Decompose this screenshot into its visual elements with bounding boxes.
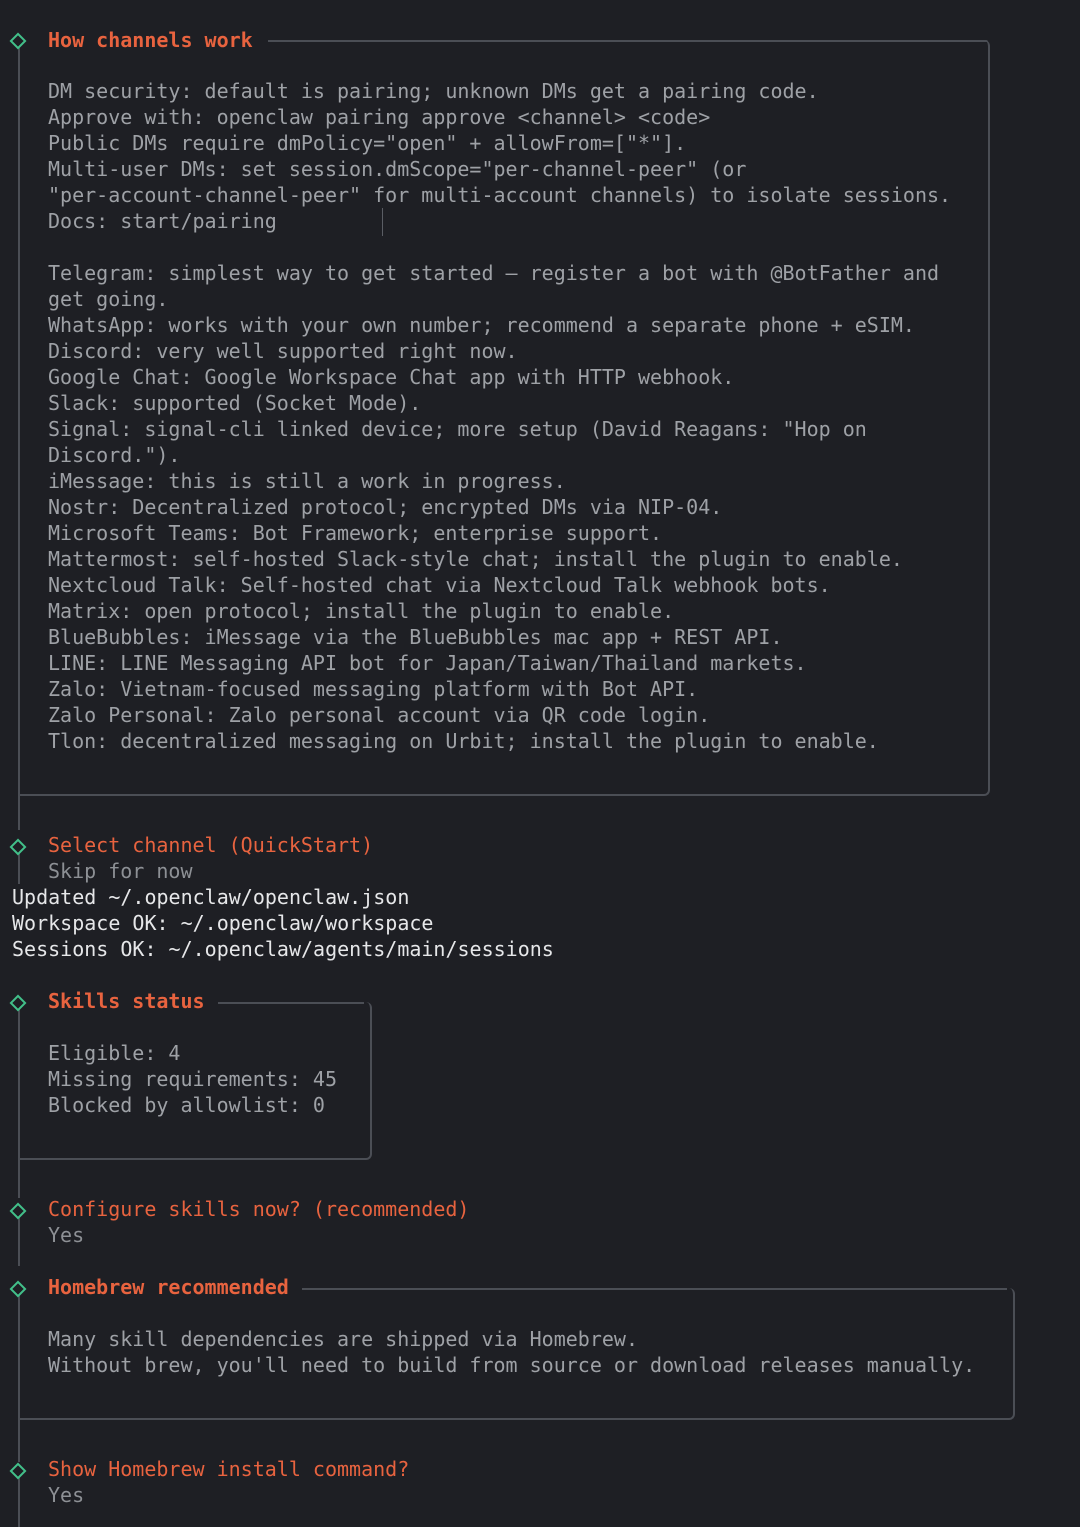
- info-line: Zalo Personal: Zalo personal account via QR code login.: [48, 703, 711, 727]
- show-homebrew-answer: Yes: [48, 1483, 85, 1507]
- step-rail: [18, 1476, 20, 1527]
- info-line: Telegram: simplest way to get started — register a bot with @BotFather and: [48, 261, 940, 285]
- info-line: Missing requirements: 45: [48, 1067, 337, 1091]
- info-line: Approve with: openclaw pairing approve <channel> <code>: [48, 105, 711, 129]
- info-line: LINE: LINE Messaging API bot for Japan/Taiwan/Thailand markets.: [48, 651, 807, 675]
- log-line: Updated ~/.openclaw/openclaw.json: [12, 885, 410, 909]
- info-line: Many skill dependencies are shipped via Homebrew.: [48, 1327, 639, 1351]
- section-title-show-homebrew: Show Homebrew install command?: [48, 1457, 410, 1481]
- box-border-bottom: [18, 1418, 1007, 1420]
- section-title-skills-status: Skills status: [48, 989, 205, 1013]
- log-line: Sessions OK: ~/.openclaw/agents/main/sessions: [12, 937, 554, 961]
- section-title-channels: How channels work: [48, 28, 253, 52]
- info-line: Slack: supported (Socket Mode).: [48, 391, 422, 415]
- section-title-configure-skills: Configure skills now? (recommended): [48, 1197, 470, 1221]
- log-line: Workspace OK: ~/.openclaw/workspace: [12, 911, 434, 935]
- info-line: Google Chat: Google Workspace Chat app with HTTP webhook.: [48, 365, 735, 389]
- info-line: Discord.").: [48, 443, 181, 467]
- info-line: WhatsApp: works with your own number; recommend a separate phone + eSIM.: [48, 313, 915, 337]
- info-line: DM security: default is pairing; unknown DMs get a pairing code.: [48, 79, 819, 103]
- step-diamond-icon: [10, 1463, 27, 1480]
- section-title-homebrew: Homebrew recommended: [48, 1275, 289, 1299]
- info-line: get going.: [48, 287, 169, 311]
- configure-skills-answer: Yes: [48, 1223, 85, 1247]
- info-line: Tlon: decentralized messaging on Urbit; install the plugin to enable.: [48, 729, 879, 753]
- box-border-bottom: [18, 794, 982, 796]
- info-line: Matrix: open protocol; install the plugin to enable.: [48, 599, 675, 623]
- info-line: Without brew, you'll need to build from source or download releases manually.: [48, 1353, 976, 1377]
- info-line: Nextcloud Talk: Self-hosted chat via Nextcloud Talk webhook bots.: [48, 573, 831, 597]
- info-line: BlueBubbles: iMessage via the BlueBubbles mac app + REST API.: [48, 625, 783, 649]
- box-corner-top: [980, 40, 988, 42]
- step-rail: [18, 1216, 20, 1266]
- box-border-bottom: [18, 1158, 364, 1160]
- step-diamond-icon: [10, 839, 27, 856]
- info-line: Eligible: 4: [48, 1041, 181, 1065]
- info-line: "per-account-channel-peer" for multi-account channels) to isolate sessions.: [48, 183, 952, 207]
- info-line: Public DMs require dmPolicy="open" + allowFrom=["*"].: [48, 131, 687, 155]
- info-line: Docs: start/pairing: [48, 209, 277, 233]
- step-diamond-icon: [10, 1203, 27, 1220]
- info-line: Mattermost: self-hosted Slack-style chat; install the plugin to enable.: [48, 547, 903, 571]
- info-line: iMessage: this is still a work in progress.: [48, 469, 566, 493]
- info-line: Microsoft Teams: Bot Framework; enterprise support.: [48, 521, 663, 545]
- info-line: Blocked by allowlist: 0: [48, 1093, 325, 1117]
- cursor-marker: [382, 208, 383, 236]
- section-title-select-channel: Select channel (QuickStart): [48, 833, 374, 857]
- step-rail: [18, 852, 20, 884]
- info-line: Multi-user DMs: set session.dmScope="per-channel-peer" (or: [48, 157, 747, 181]
- info-line: Signal: signal-cli linked device; more setup (David Reagans: "Hop on: [48, 417, 867, 441]
- select-channel-answer: Skip for now: [48, 859, 193, 883]
- box-border-top: [218, 1002, 364, 1004]
- box-border-top: [302, 1288, 1007, 1290]
- info-line: Nostr: Decentralized protocol; encrypted DMs via NIP-04.: [48, 495, 723, 519]
- info-line: Discord: very well supported right now.: [48, 339, 518, 363]
- info-line: Zalo: Vietnam-focused messaging platform with Bot API.: [48, 677, 699, 701]
